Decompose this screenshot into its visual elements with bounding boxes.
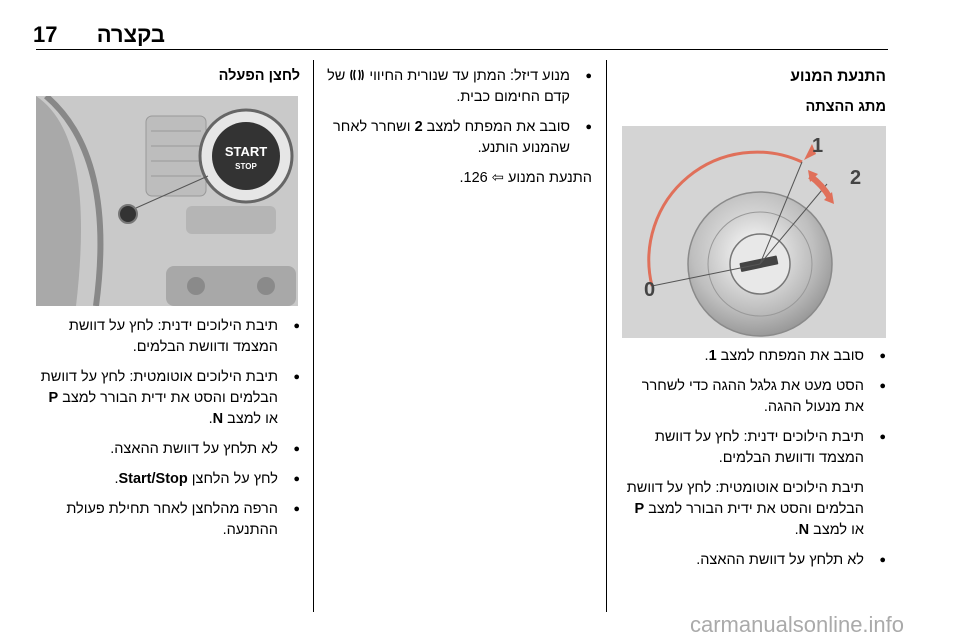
page-number: 17 (33, 22, 58, 47)
list-item: ● תיבת הילוכים ידנית: לחץ על דוושת המצמד ודוושת הבלמים. (36, 316, 300, 358)
list-item: ● סובב את המפתח למצב 2 ושחרר לאחר שהמנוע הותנע. (326, 117, 592, 159)
list-item: ● לא תלחץ על דוושת ההאצה. (36, 439, 300, 460)
label-position-1: 1 (812, 135, 824, 157)
list-item: ● הרפה מהלחצן לאחר תחילת פעולת ההתנעה. (36, 499, 300, 541)
left-column (36, 66, 300, 97)
automatic-transmission-paragraph: תיבת הילוכים אוטומטית: לחץ על דוושת הבלמים והסט את ידית הבורר למצב P או למצב N. (626, 480, 864, 538)
stop-label: STOP (235, 162, 257, 171)
list-item: ● לא תלחץ על דוושת ההאצה. (620, 550, 886, 571)
list-item: ● סובב את המפתח למצב 1. (620, 346, 886, 367)
list-item: ● מנוע דיזל: המתן עד שנורית החיווי של קדם החימום כבית. (326, 66, 592, 108)
left-heading: לחצן הפעלה (218, 68, 300, 84)
arrow-2-band (810, 176, 830, 198)
column-divider-left (313, 60, 314, 612)
right-column (620, 66, 886, 128)
start-button-illustration (36, 96, 298, 306)
label-position-2: 2 (850, 167, 862, 189)
column-divider-right (606, 60, 607, 612)
right-column-text (620, 346, 886, 580)
section-title: בקצרה (96, 22, 165, 47)
ignition-switch-illustration (622, 126, 886, 338)
glow-plug-icon (349, 68, 365, 82)
air-vent (146, 116, 206, 196)
left-column-text (36, 316, 300, 550)
small-start-button (119, 205, 137, 223)
right-subheading: מתג ההצתה (805, 99, 886, 115)
middle-column (326, 66, 592, 198)
control-panel (186, 206, 276, 234)
watermark: carmanualsonline.info (690, 612, 905, 637)
list-item: ● הסט מעט את גלגל ההגה כדי לשחרר את מנעול ההגה. (620, 376, 886, 418)
ignition-switch-figure (622, 126, 886, 338)
list-item: ● לחץ על הלחצן Start/Stop. (36, 469, 300, 490)
start-button-figure (36, 96, 298, 306)
header-rule (36, 49, 888, 50)
list-item: ● תיבת הילוכים ידנית: לחץ על דוושת המצמד ודוושת הבלמים. (620, 427, 886, 469)
page-ref-icon: ⇦ (491, 170, 504, 186)
start-label: START (224, 144, 268, 159)
label-position-0: 0 (644, 279, 656, 301)
climate-panel (166, 266, 296, 306)
list-item: ● תיבת הילוכים אוטומטית: לחץ על דוושת הבלמים והסט את ידית הבורר למצב P או למצב N. (36, 367, 300, 430)
right-heading: התנעת המנוע (790, 68, 886, 85)
page-reference[interactable]: התנעת המנוע ⇦ 126. (459, 170, 592, 186)
page-header (0, 0, 960, 50)
